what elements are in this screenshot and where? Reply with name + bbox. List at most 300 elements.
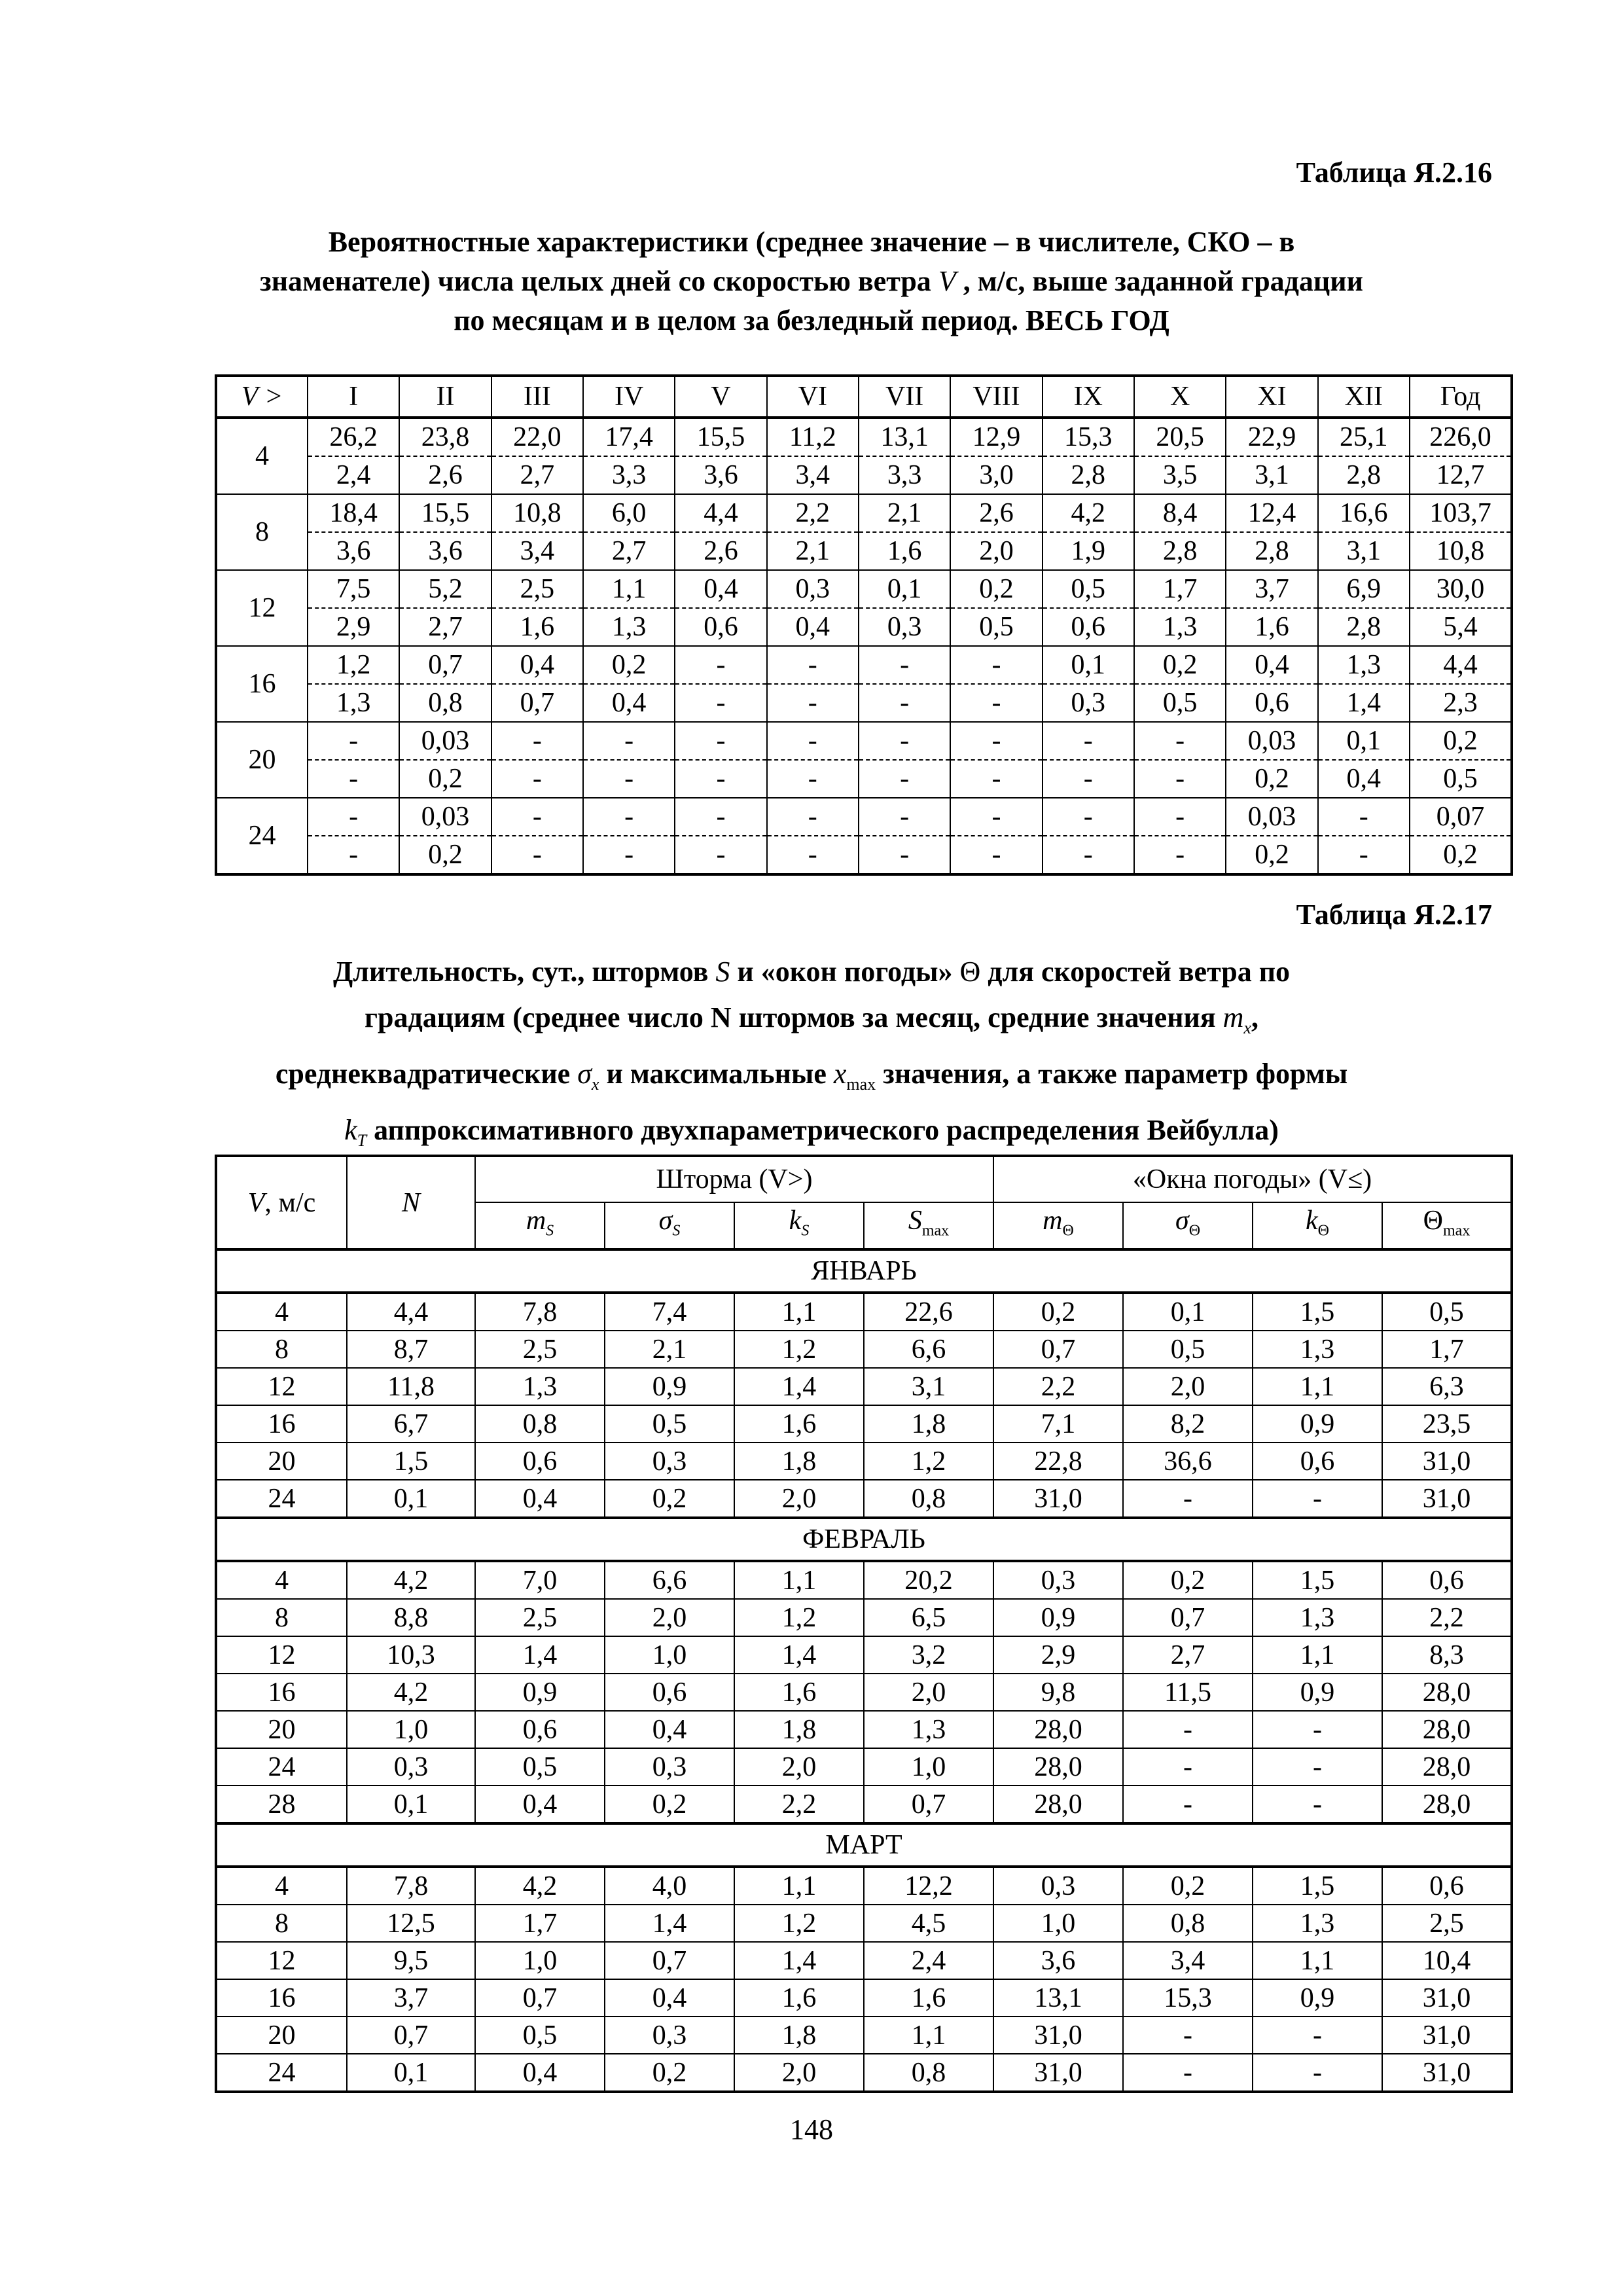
table-row (216, 1979, 1512, 2017)
table-16-caption (216, 223, 1407, 340)
cell-sd: 2,7 (399, 608, 491, 646)
table-cell: 1,7 (475, 1905, 605, 1942)
cell-sd: - (859, 836, 950, 874)
table-cell: 1,1 (864, 2017, 993, 2054)
cell-mean: 30,0 (1410, 570, 1512, 608)
cell-mean: - (767, 722, 859, 760)
table-cell: 1,3 (475, 1368, 605, 1405)
table-cell: 0,8 (864, 1480, 993, 1518)
cell-mean: - (583, 722, 675, 760)
cell-sd: - (859, 684, 950, 722)
table-cell: 31,0 (1382, 2017, 1512, 2054)
row-threshold: 20 (216, 2017, 347, 2054)
table-cell: 0,1 (347, 1785, 475, 1823)
cell-mean: 15,3 (1043, 418, 1134, 456)
header-month: IV (583, 376, 675, 418)
table-cell: 1,3 (864, 1711, 993, 1748)
cell-mean: 12,4 (1226, 494, 1317, 532)
cell-mean: - (950, 646, 1042, 684)
table-cell: 2,4 (864, 1942, 993, 1979)
month-name: МАРТ (216, 1823, 1512, 1867)
cell-sd: 1,3 (308, 684, 399, 722)
table-cell: 6,6 (864, 1331, 993, 1368)
table-cell: 31,0 (1382, 2054, 1512, 2092)
cell-mean: 0,03 (1226, 722, 1317, 760)
month-header-row (216, 1823, 1512, 1867)
header-symbol: S (908, 1206, 922, 1236)
cell-mean: 1,7 (1134, 570, 1226, 608)
caption-text: для скоростей ветра по (988, 956, 1291, 988)
table-16-label: Таблица Я.2.16 (1296, 156, 1492, 188)
caption-symbol: k (344, 1113, 357, 1146)
table-row (216, 1636, 1512, 1674)
cell-sd: - (859, 760, 950, 798)
table-cell: 11,8 (347, 1368, 475, 1405)
row-threshold: 4 (216, 1561, 347, 1599)
table-cell: 12,2 (864, 1867, 993, 1905)
cell-sd: - (767, 684, 859, 722)
cell-mean: 15,5 (675, 418, 766, 456)
table-cell: 0,2 (605, 1480, 734, 1518)
cell-sd: - (1043, 760, 1134, 798)
cell-mean: 20,5 (1134, 418, 1226, 456)
header-month: VII (859, 376, 950, 418)
caption-symbol: Θ (959, 956, 981, 988)
table-cell: 4,2 (475, 1867, 605, 1905)
table-row (216, 1405, 1512, 1443)
table-cell: 2,0 (864, 1674, 993, 1711)
header-month: III (491, 376, 583, 418)
cell-sd: 0,2 (1226, 760, 1317, 798)
table-cell: 0,7 (993, 1331, 1123, 1368)
table-cell: 8,8 (347, 1599, 475, 1636)
table-row (216, 1867, 1512, 1905)
table-cell: 1,4 (734, 1636, 864, 1674)
table-cell: 0,3 (993, 1561, 1123, 1599)
table-cell: 0,2 (1123, 1561, 1253, 1599)
cell-sd: 0,2 (1410, 836, 1512, 874)
header-n (347, 1156, 475, 1249)
table-cell: 0,3 (605, 1748, 734, 1785)
table-cell: 28,0 (993, 1711, 1123, 1748)
table-row (216, 1942, 1512, 1979)
table-cell: 1,8 (734, 1711, 864, 1748)
cell-mean: 16,6 (1318, 494, 1410, 532)
caption-subscript: x (591, 1074, 599, 1094)
caption-symbol: σ (577, 1057, 592, 1090)
caption-subscript: max (846, 1074, 876, 1094)
table-cell: 1,3 (1253, 1331, 1382, 1368)
cell-sd: - (950, 760, 1042, 798)
cell-sd: 10,8 (1410, 532, 1512, 570)
cell-sd: - (767, 760, 859, 798)
cell-mean: 0,2 (950, 570, 1042, 608)
cell-sd: 0,4 (583, 684, 675, 722)
table-cell: 1,4 (475, 1636, 605, 1674)
cell-sd: 2,6 (675, 532, 766, 570)
header-v-symbol: V (247, 1187, 265, 1218)
table-cell: 0,6 (475, 1711, 605, 1748)
cell-mean: 23,8 (399, 418, 491, 456)
table-cell: 0,1 (347, 2054, 475, 2092)
table-cell: 2,5 (475, 1599, 605, 1636)
table-cell: 31,0 (1382, 1979, 1512, 2017)
header-windows: «Окна погоды» (V≤) (993, 1156, 1512, 1202)
cell-mean: 13,1 (859, 418, 950, 456)
cell-mean: 4,4 (675, 494, 766, 532)
cell-mean: 2,2 (767, 494, 859, 532)
table-cell: 2,5 (1382, 1905, 1512, 1942)
table-cell: 0,6 (475, 1443, 605, 1480)
table-cell: 0,9 (1253, 1674, 1382, 1711)
table-cell: 1,4 (734, 1942, 864, 1979)
table-cell: 0,5 (475, 2017, 605, 2054)
table-row-sd (216, 608, 1512, 646)
table-cell: 1,2 (734, 1331, 864, 1368)
header-subscript: Θ (1062, 1222, 1074, 1240)
table-cell: 1,0 (475, 1942, 605, 1979)
header-storms: Шторма (V>) (475, 1156, 993, 1202)
cell-sd: 3,1 (1226, 456, 1317, 494)
table-cell: 31,0 (1382, 1443, 1512, 1480)
table-cell: 0,7 (864, 1785, 993, 1823)
cell-mean: - (308, 722, 399, 760)
cell-sd: 0,7 (491, 684, 583, 722)
cell-sd: 2,9 (308, 608, 399, 646)
month-name: ЯНВАРЬ (216, 1249, 1512, 1293)
row-threshold: 8 (216, 1905, 347, 1942)
cell-sd: - (491, 836, 583, 874)
table-cell: 2,0 (734, 2054, 864, 2092)
cell-mean: 0,2 (1134, 646, 1226, 684)
table-cell: 0,8 (475, 1405, 605, 1443)
table-cell: 1,7 (1382, 1331, 1512, 1368)
caption-text: , м/с, выше заданной градации (963, 265, 1363, 297)
table-cell: 6,6 (605, 1561, 734, 1599)
row-threshold: 20 (216, 722, 308, 798)
table-cell: 31,0 (1382, 1480, 1512, 1518)
caption-line-3 (216, 1051, 1407, 1107)
table-row (216, 1674, 1512, 1711)
table-cell: 3,2 (864, 1636, 993, 1674)
cell-mean: 2,6 (950, 494, 1042, 532)
table-cell: 0,9 (1253, 1979, 1382, 2017)
table-cell: 1,0 (347, 1711, 475, 1748)
table-cell: 1,5 (1253, 1561, 1382, 1599)
cell-mean: - (1043, 722, 1134, 760)
table-row (216, 1331, 1512, 1368)
table-cell: 1,1 (1253, 1636, 1382, 1674)
table-cell: 0,5 (1382, 1293, 1512, 1331)
caption-text: и «окон погоды» (737, 956, 953, 988)
table-cell: 1,1 (1253, 1942, 1382, 1979)
caption-line-1 (216, 949, 1407, 995)
table-cell: - (1123, 1748, 1253, 1785)
cell-mean: - (950, 798, 1042, 836)
header-symbol: m (526, 1206, 546, 1236)
header-month: I (308, 376, 399, 418)
table-cell: 0,6 (1382, 1561, 1512, 1599)
cell-sd: 3,6 (675, 456, 766, 494)
row-threshold: 24 (216, 2054, 347, 2092)
table-cell: 3,6 (993, 1942, 1123, 1979)
table-cell: 2,0 (734, 1480, 864, 1518)
cell-mean: 0,4 (675, 570, 766, 608)
month-name: ФЕВРАЛЬ (216, 1518, 1512, 1561)
row-threshold: 20 (216, 1443, 347, 1480)
table-cell: - (1123, 1480, 1253, 1518)
table-cell: 0,3 (993, 1867, 1123, 1905)
cell-sd: 1,9 (1043, 532, 1134, 570)
cell-sd: 0,6 (1043, 608, 1134, 646)
cell-mean: 1,1 (583, 570, 675, 608)
cell-mean: 0,2 (583, 646, 675, 684)
cell-sd: 1,3 (583, 608, 675, 646)
cell-mean: - (675, 646, 766, 684)
table-cell: 1,5 (1253, 1293, 1382, 1331)
caption-line-2 (216, 262, 1407, 301)
table-header-row (216, 1156, 1512, 1202)
table-cell: 4,4 (347, 1293, 475, 1331)
header-v (216, 1156, 347, 1249)
table-row-sd (216, 760, 1512, 798)
table-cell: 0,3 (605, 2017, 734, 2054)
cell-sd: 0,3 (859, 608, 950, 646)
cell-mean: - (1318, 798, 1410, 836)
cell-mean: 12,9 (950, 418, 1042, 456)
cell-sd: 2,1 (767, 532, 859, 570)
caption-line-3: по месяцам и в целом за безледный период. ВЕСЬ ГОД (454, 304, 1169, 336)
cell-mean: 5,2 (399, 570, 491, 608)
table-cell: 8,3 (1382, 1636, 1512, 1674)
table-cell: 0,2 (605, 2054, 734, 2092)
table-cell: 7,8 (347, 1867, 475, 1905)
cell-mean: - (583, 798, 675, 836)
caption-text: значения, а также параметр формы (883, 1057, 1348, 1090)
cell-sd: 0,4 (1318, 760, 1410, 798)
caption-line-1: Вероятностные характеристики (среднее значение – в числителе, СКО – в (328, 226, 1295, 258)
table-row (216, 1443, 1512, 1480)
cell-mean: 0,3 (767, 570, 859, 608)
table-cell: 1,3 (1253, 1905, 1382, 1942)
table-cell: 0,6 (605, 1674, 734, 1711)
table-row-mean (216, 722, 1512, 760)
table-cell: 4,5 (864, 1905, 993, 1942)
header-subscript: S (546, 1222, 554, 1240)
header-k-s (734, 1202, 864, 1249)
table-row-sd (216, 836, 1512, 874)
cell-mean: - (491, 722, 583, 760)
header-subscript: max (921, 1222, 950, 1240)
cell-mean: 103,7 (1410, 494, 1512, 532)
header-month: IX (1043, 376, 1134, 418)
cell-mean: 0,03 (399, 722, 491, 760)
cell-sd: 0,4 (767, 608, 859, 646)
table-cell: 4,2 (347, 1561, 475, 1599)
cell-mean: 1,3 (1318, 646, 1410, 684)
table-cell: 2,2 (993, 1368, 1123, 1405)
header-month: XI (1226, 376, 1317, 418)
cell-sd: - (1134, 836, 1226, 874)
cell-sd: 0,5 (1134, 684, 1226, 722)
row-threshold: 16 (216, 1405, 347, 1443)
table-row-sd (216, 684, 1512, 722)
cell-mean: 10,8 (491, 494, 583, 532)
table-cell: 1,6 (734, 1674, 864, 1711)
table-cell: 0,1 (1123, 1293, 1253, 1331)
cell-sd: 2,7 (491, 456, 583, 494)
table-cell: 0,1 (347, 1480, 475, 1518)
row-threshold: 12 (216, 1636, 347, 1674)
table-cell: 10,4 (1382, 1942, 1512, 1979)
table-cell: 12,5 (347, 1905, 475, 1942)
cell-sd: 0,5 (1410, 760, 1512, 798)
cell-sd: - (950, 684, 1042, 722)
table-cell: 0,9 (475, 1674, 605, 1711)
cell-sd: 0,8 (399, 684, 491, 722)
row-threshold: 4 (216, 1293, 347, 1331)
cell-mean: - (1134, 798, 1226, 836)
table-cell: 23,5 (1382, 1405, 1512, 1443)
header-month: VI (767, 376, 859, 418)
caption-symbol: S (715, 956, 730, 988)
table-cell: 22,6 (864, 1293, 993, 1331)
cell-sd: 3,3 (583, 456, 675, 494)
table-cell: 1,3 (1253, 1599, 1382, 1636)
cell-sd: 2,4 (308, 456, 399, 494)
cell-sd: 2,6 (399, 456, 491, 494)
cell-mean: 8,4 (1134, 494, 1226, 532)
cell-sd: 0,6 (1226, 684, 1317, 722)
cell-mean: - (859, 722, 950, 760)
table-cell: 0,7 (1123, 1599, 1253, 1636)
cell-mean: 4,2 (1043, 494, 1134, 532)
caption-symbol: m (1222, 1001, 1244, 1033)
table-cell: 31,0 (993, 2017, 1123, 2054)
table-cell: 9,8 (993, 1674, 1123, 1711)
table-cell: 0,4 (475, 2054, 605, 2092)
row-threshold: 4 (216, 418, 308, 494)
cell-sd: - (583, 760, 675, 798)
row-threshold: 8 (216, 494, 308, 570)
table-cell: 1,6 (734, 1979, 864, 2017)
table-cell: 1,8 (734, 1443, 864, 1480)
cell-sd: 0,5 (950, 608, 1042, 646)
cell-mean: - (859, 798, 950, 836)
cell-sd: - (308, 836, 399, 874)
table-cell: 0,2 (993, 1293, 1123, 1331)
table-row (216, 1785, 1512, 1823)
table-cell: 0,8 (1123, 1905, 1253, 1942)
caption-subscript: x (1243, 1018, 1251, 1037)
header-symbol: σ (658, 1206, 673, 1236)
cell-sd: 2,8 (1318, 608, 1410, 646)
cell-mean: 0,4 (491, 646, 583, 684)
header-sigma-theta (1123, 1202, 1253, 1249)
table-cell: 7,0 (475, 1561, 605, 1599)
table-cell: 1,6 (734, 1405, 864, 1443)
table-cell: 4,0 (605, 1867, 734, 1905)
row-threshold: 4 (216, 1867, 347, 1905)
row-threshold: 20 (216, 1711, 347, 1748)
table-cell: 28,0 (1382, 1785, 1512, 1823)
header-symbol: Θ (1423, 1206, 1443, 1236)
header-subscript: Θ (1188, 1222, 1201, 1240)
cell-sd: - (491, 760, 583, 798)
cell-mean: - (675, 798, 766, 836)
table-cell: - (1253, 2054, 1382, 2092)
table-17-label: Таблица Я.2.17 (1296, 899, 1492, 931)
cell-sd: 3,4 (767, 456, 859, 494)
table-cell: 28,0 (1382, 1711, 1512, 1748)
table-cell: - (1253, 2017, 1382, 2054)
table-cell: 1,1 (734, 1867, 864, 1905)
cell-mean: 25,1 (1318, 418, 1410, 456)
table-cell: - (1123, 2054, 1253, 2092)
table-cell: 0,3 (347, 1748, 475, 1785)
header-theta-max (1382, 1202, 1512, 1249)
table-cell: 0,4 (475, 1480, 605, 1518)
row-threshold: 16 (216, 1674, 347, 1711)
cell-sd: 3,6 (308, 532, 399, 570)
cell-mean: - (767, 646, 859, 684)
table-cell: 0,6 (1253, 1443, 1382, 1480)
header-month: II (399, 376, 491, 418)
row-threshold: 24 (216, 1480, 347, 1518)
table-cell: 22,8 (993, 1443, 1123, 1480)
table-cell: 28,0 (1382, 1748, 1512, 1785)
table-cell: 1,2 (734, 1599, 864, 1636)
cell-sd: 3,4 (491, 532, 583, 570)
cell-sd: 3,6 (399, 532, 491, 570)
cell-sd: 2,3 (1410, 684, 1512, 722)
cell-mean: 22,0 (491, 418, 583, 456)
header-subscript: Θ (1317, 1222, 1329, 1240)
table-cell: - (1253, 1785, 1382, 1823)
cell-sd: 0,2 (399, 836, 491, 874)
cell-sd: 2,0 (950, 532, 1042, 570)
table-cell: 0,3 (605, 1443, 734, 1480)
cell-mean: - (950, 722, 1042, 760)
table-cell: 1,4 (605, 1905, 734, 1942)
cell-sd: 1,6 (491, 608, 583, 646)
cell-mean: 4,4 (1410, 646, 1512, 684)
table-row-mean (216, 570, 1512, 608)
table-cell: 0,2 (1123, 1867, 1253, 1905)
cell-sd: 1,4 (1318, 684, 1410, 722)
cell-sd: - (675, 760, 766, 798)
cell-mean: - (1043, 798, 1134, 836)
row-threshold: 16 (216, 1979, 347, 2017)
header-corner: V > (216, 376, 308, 418)
cell-mean: - (308, 798, 399, 836)
table-row (216, 2054, 1512, 2092)
cell-mean: 0,4 (1226, 646, 1317, 684)
table-cell: 9,5 (347, 1942, 475, 1979)
table-cell: 11,5 (1123, 1674, 1253, 1711)
table-cell: 0,7 (347, 2017, 475, 2054)
table-row-sd (216, 456, 1512, 494)
caption-symbol: V (938, 265, 956, 297)
table-cell: - (1253, 1480, 1382, 1518)
table-cell: 1,5 (347, 1443, 475, 1480)
header-n-symbol: N (401, 1187, 420, 1218)
header-sigma-s (605, 1202, 734, 1249)
row-threshold: 24 (216, 798, 308, 874)
cell-sd: 0,6 (675, 608, 766, 646)
caption-text: знаменателе) числа целых дней со скоростью ветра (260, 265, 931, 297)
table-cell: 0,4 (605, 1979, 734, 2017)
